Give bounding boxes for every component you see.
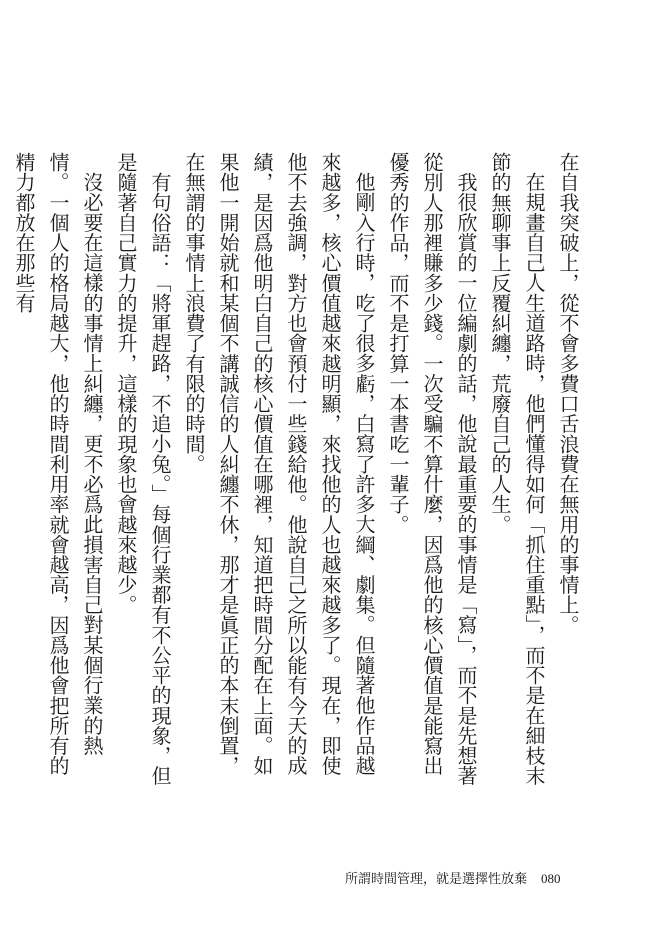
paragraph-4: 他剛入行時，吃了很多虧，白寫了許多大綱、劇集。但隨著他作品越來越多，核心價值越來越明顯，來找他的人也越來越多了。現在，即使他不去強調，對方也會預付一些錢給他。他說自己之所以能有今天的成績，是因爲他明白自己的核心價值在哪裡，知道把時間分配在上面。如果他一開始就和某個不講誠信的人糾纏不休，那才是眞正的本末倒置，在無謂的事情上浪費了有限的時間。 — [182, 152, 376, 776]
paragraph-6: 沒必要在這樣的事情上糾纏，更不必爲此損害自己對某個行業的熱情。一個人的格局越大，他的時間利用率就會越高，因爲他會把所有的精力都放在那些有 — [12, 152, 104, 776]
page-number: 080 — [541, 871, 561, 886]
vertical-text-body — [7, 152, 585, 792]
page-footer — [345, 872, 561, 886]
running-title: 所謂時間管理，就是選擇性放棄 — [345, 872, 528, 887]
paragraph-3: 我很欣賞的一位編劇的話，他說最重要的事情是「寫」，而不是先想著從別人那裡賺多少錢。一次受騙不算什麼，因爲他的核心價值是能寫出優秀的作品，而不是打算一本書吃一輩子。 — [386, 152, 478, 786]
paragraph-5: 有句俗語：「將軍趕路，不追小兔。」每個行業都有不公平的現象，但是隨著自己實力的提升，這樣的現象也會越來越少。 — [114, 152, 172, 786]
paragraph-2: 在規畫自己人生道路時，他們懂得如何「抓住重點」，而不是在細枝末節的無聊事上反覆糾纏，荒廢自己的人生。 — [488, 152, 546, 786]
paragraph-1-continuation: 在自我突破上，從不會多費口舌浪費在無用的事情上。 — [556, 152, 580, 635]
